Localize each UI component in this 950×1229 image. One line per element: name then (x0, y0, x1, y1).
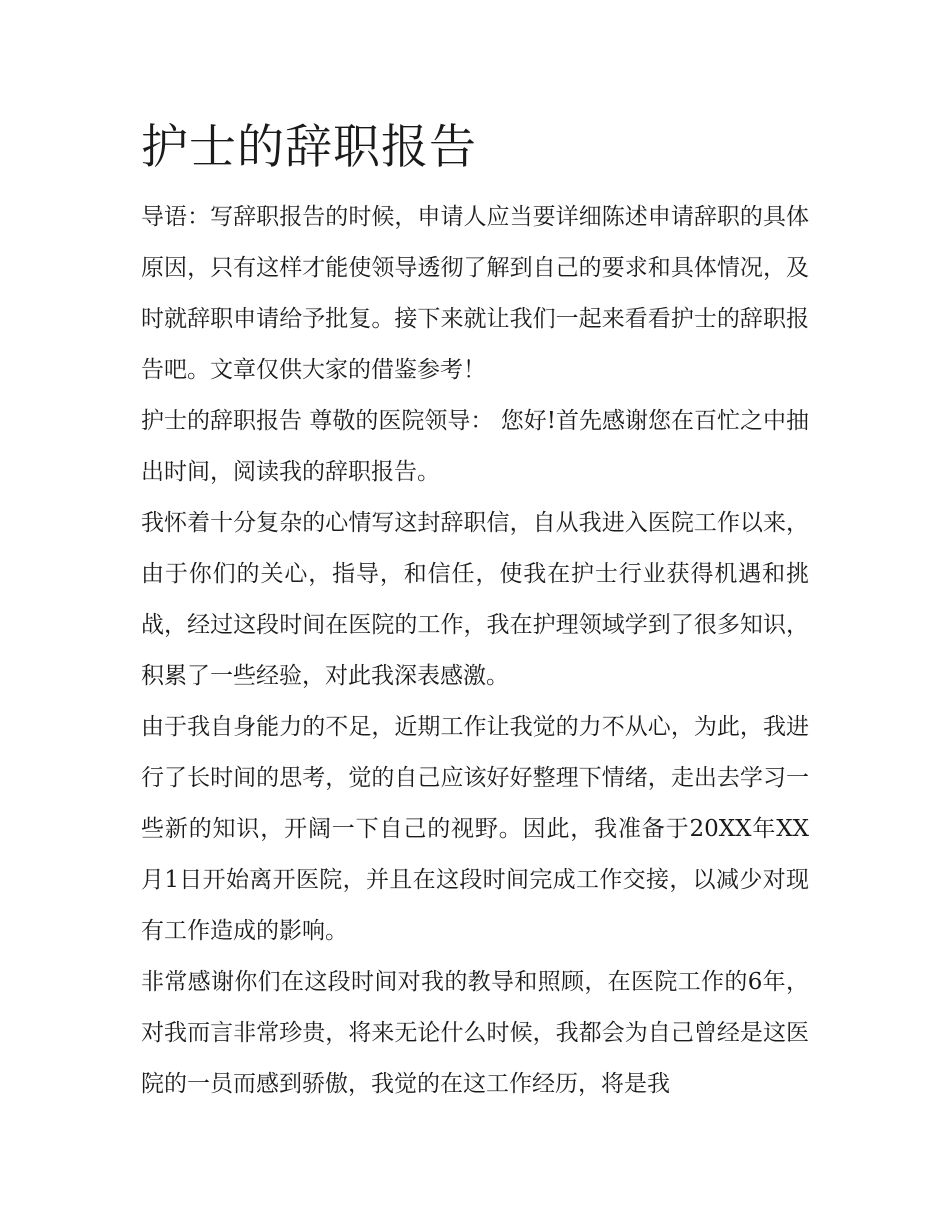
document-title: 护士的辞职报告 (141, 120, 477, 175)
paragraph-intro: 导语：写辞职报告的时候，申请人应当要详细陈述申请辞职的具体原因，只有这样才能使领导透彻了解到自己的要求和具体情况，及时就辞职申请给予批复。接下来就让我们一起来看看护士的辞职报告吧。文章仅供大家的借鉴参考！ (141, 204, 809, 383)
paragraph-thanks: 非常感谢你们在这段时间对我的教导和照顾，在医院工作的6年，对我而言非常珍贵，将来无论什么时候，我都会为自己曾经是这医院的一员而感到骄傲，我觉的在这工作经历，将是我 (141, 969, 809, 1097)
paragraph-salutation: 护士的辞职报告 尊敬的医院领导： 您好!首先感谢您在百忙之中抽出时间，阅读我的辞职报告。 (141, 408, 809, 485)
paragraph-reason: 由于我自身能力的不足，近期工作让我觉的力不从心，为此，我进行了长时间的思考，觉的自己应该好好整理下情绪，走出去学习一些新的知识，开阔一下自己的视野。因此，我准备于20XX年XX月1日开始离开医院，并且在这段时间完成工作交接，以减少对现有工作造成的影响。 (141, 714, 809, 944)
document-page (141, 118, 809, 1110)
paragraph-gratitude: 我怀着十分复杂的心情写这封辞职信，自从我进入医院工作以来，由于你们的关心，指导，和信任，使我在护士行业获得机遇和挑战，经过这段时间在医院的工作，我在护理领域学到了很多知识，积累了一些经验，对此我深表感激。 (141, 510, 809, 689)
